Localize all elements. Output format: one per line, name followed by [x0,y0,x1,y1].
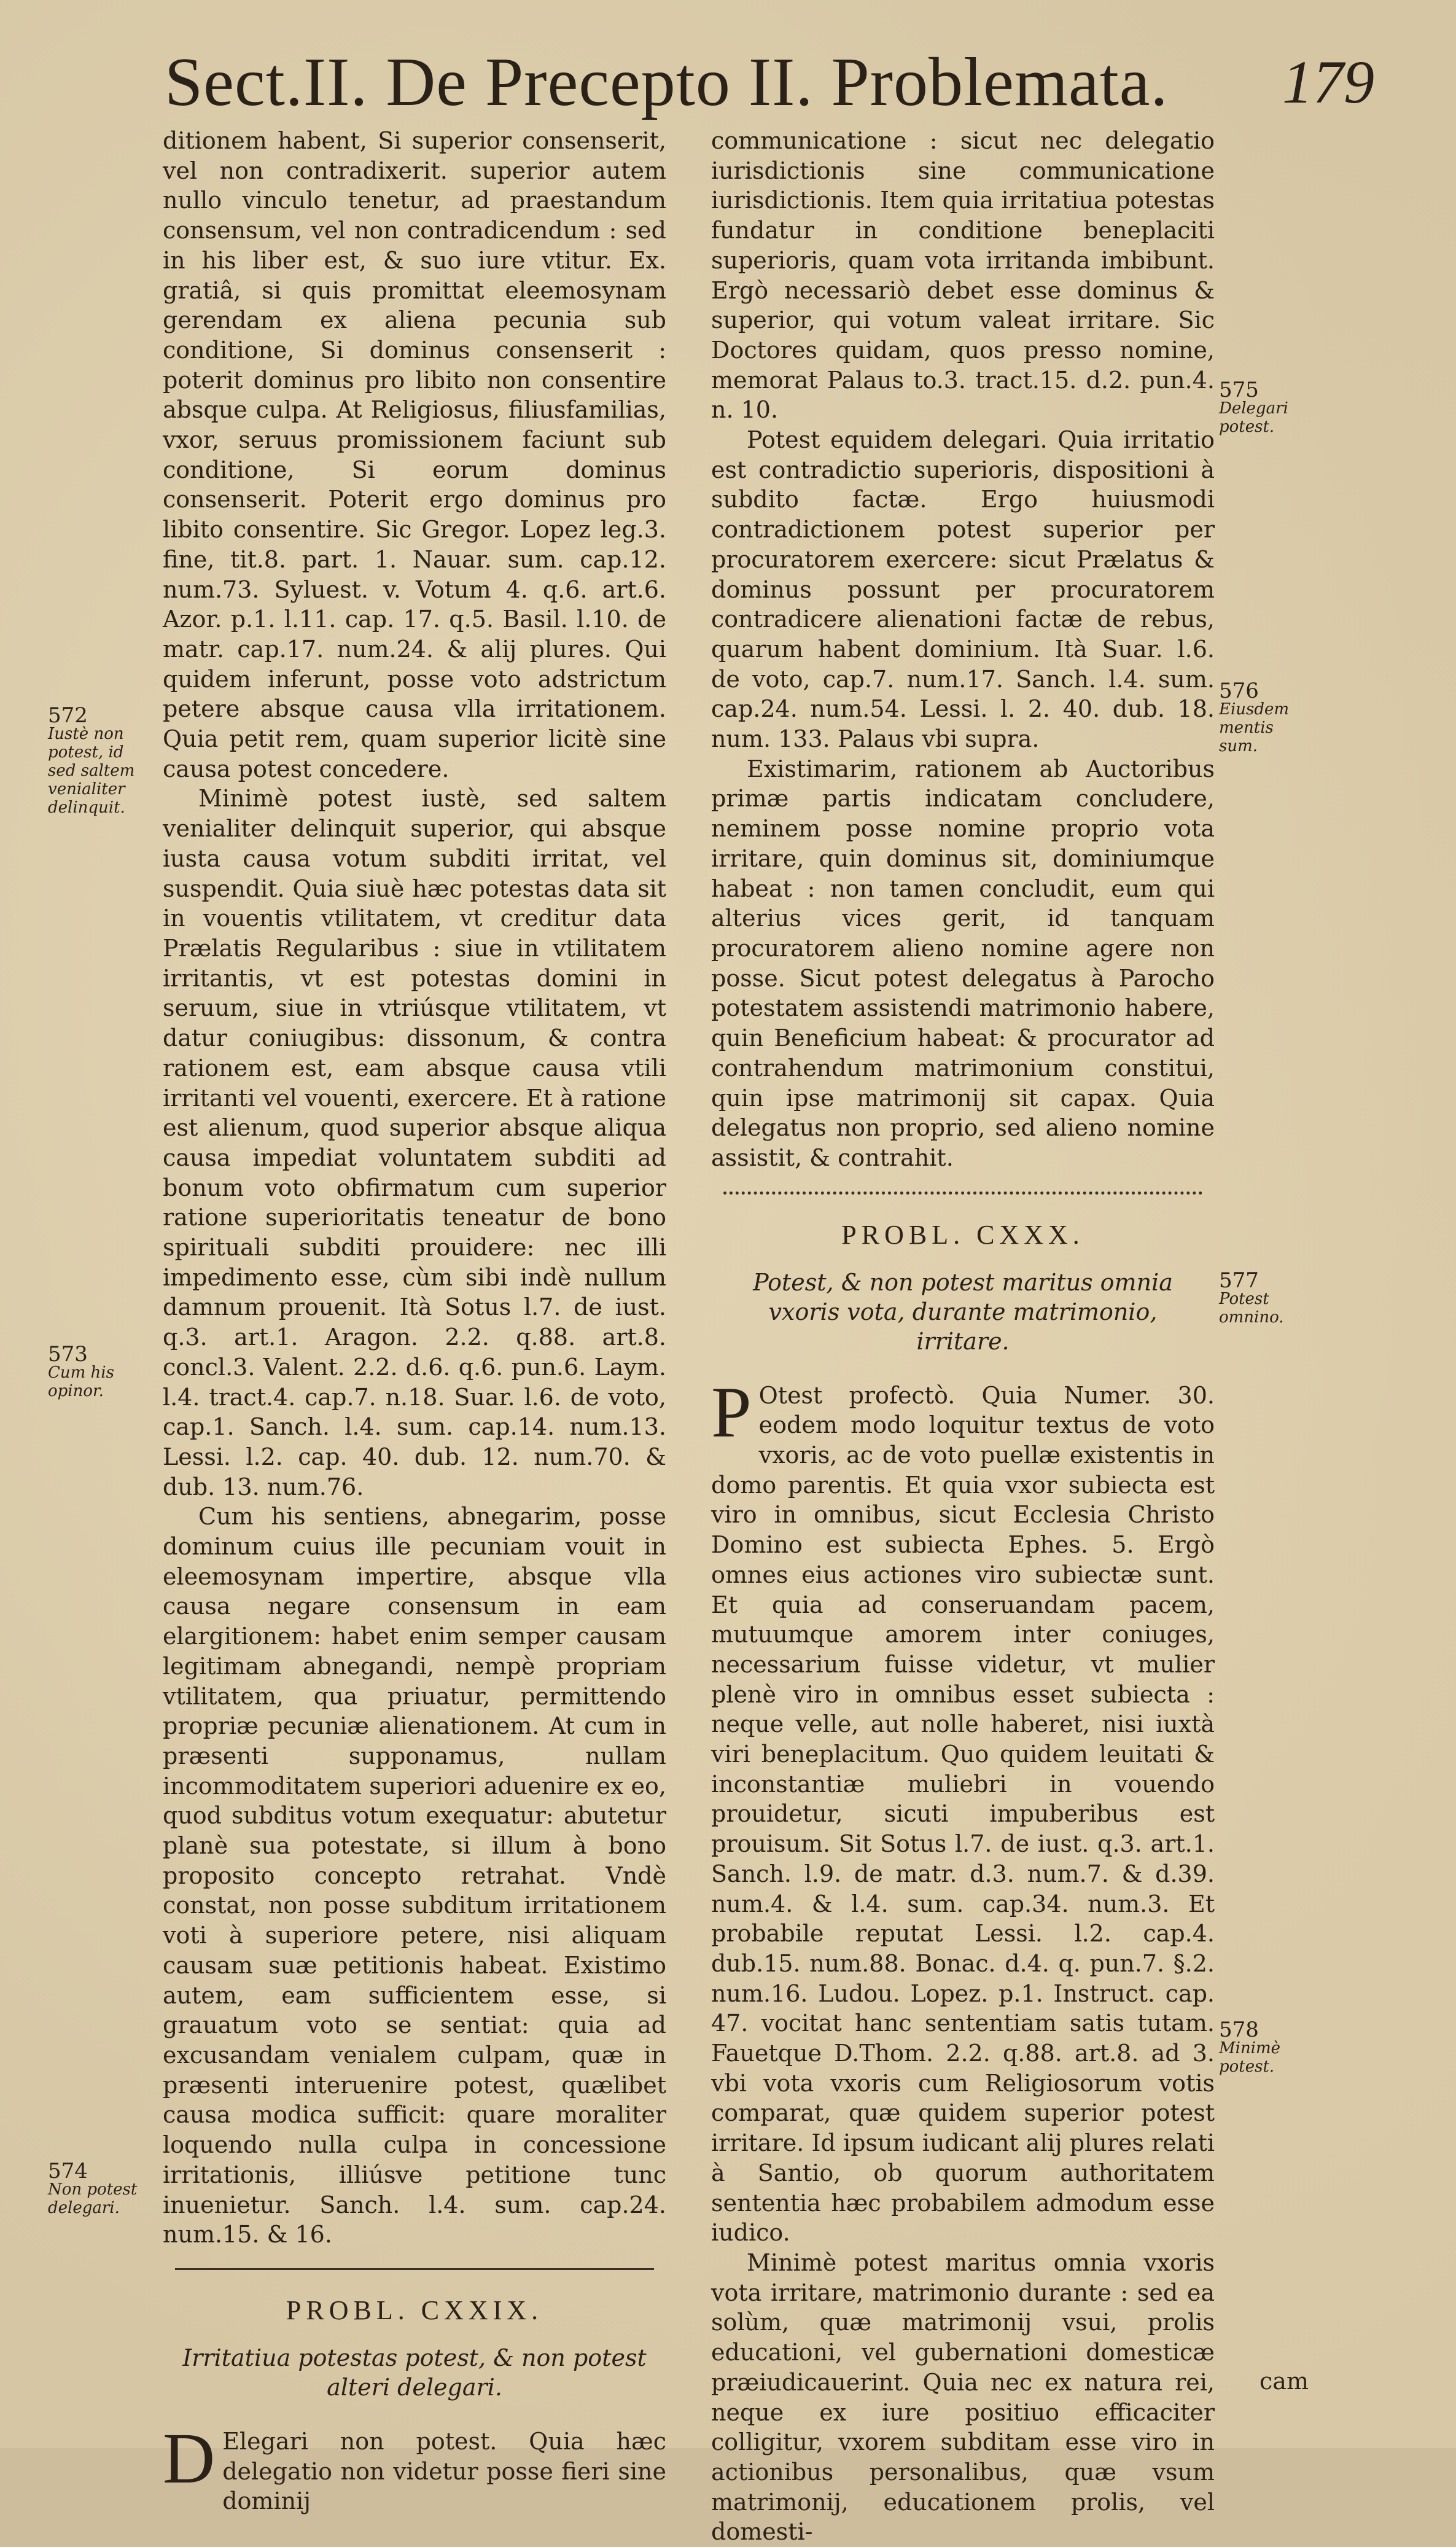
problem-summary: Irritatiua potestas potest, & non potest alteri delegari. [182,2344,647,2401]
margin-note [48,2159,140,2217]
section-rule [175,2268,654,2270]
margin-note-text: Potest omnino. [1219,1290,1284,1327]
paragraph: Cum his sentiens, abnegarim, posse dominum cuius ille pecuniam vouit in eleemosynam impertire, absque vlla causa negare consensum in eam elargitionem: habet enim semper causam legitimam abnegandi, nempè propriam vtilitatem, qua priuatur, permittendo propriæ pecuniæ alienationem. At cum in præsenti supponamus, nullam incommoditatem superiori aduenire ex eo, quod subditus votum exequatur: abutetur planè sua potestate, si illum à bono proposito concepto retrahat. Vndè constat, non posse subditum irritationem voti à superiore petere, nisi aliquam causam suæ petitionis habeat. Existimo autem, eam sufficientem esse, si grauatum voto se sentiat: quia ad excusandam venialem culpam, quæ in præsenti interuenire potest, quælibet causa modica sufficit: quare moraliter loquendo nulla culpa in concessione irritationis, illiúsve petitione tunc inuenietur. Sanch. l.4. sum. cap.24. num.15. & 16. [163,1503,666,2249]
page-number: 179 [1282,48,1374,116]
margin-note [1219,378,1311,436]
catchword: cam [1259,2368,1309,2395]
section-rule [723,1192,1202,1195]
margin-note [1219,1268,1311,1327]
margin-note-number: 574 [48,2159,88,2183]
margin-note [1219,679,1311,755]
paragraph-text: Otest profectò. Quia Numer. 30. eodem modo loquitur textus de voto vxoris, ac de voto puellæ existentis in domo parentis. Et quia vxor subiecta est viro in omnibus, sicut Ecclesia Christo Domino est subiecta Ephes. 5. Ergò omnes eius actiones viro subiectæ sunt. Et quia ad conseruandam pacem, mutuumque amorem inter coniuges, necessarium fuisse videtur, vt mulier plenè viro in omnibus esset subiecta : neque velle, aut nolle haberet, nisi iuxtà viri beneplacitum. Quo quidem leuitati & inconstantiæ muliebri in vouendo prouidetur, sicuti impuberibus est prouisum. Sit Sotus l.7. de iust. q.3. art.1. Sanch. l.9. de matr. d.3. num.7. & d.39. num.4. & l.4. sum. cap.34. num.3. Et probabile reputat Lessi. l.2. cap.4. dub.15. num.88. Bonac. d.4. q. pun.7. §.2. num.16. Ludou. Lopez. p.1. Instruct. cap. 47. vocitat hanc sententiam satis tutam. Fauetque D.Thom. 2.2. q.88. art.8. ad 3. vbi vota vxoris cum Religiosorum votis comparat, quæ quidem superior potest irritare. Id ipsum iudicant alij plures relati à Santio, ob quorum authoritatem sententia hæc probabilem admodum esse iudico. [711,1381,1215,2247]
paragraph-text: Elegari non potest. Quia hæc delegatio non videtur posse fieri sine dominij [222,2427,666,2515]
problem-title: PROBL. CXXIX. [286,2295,543,2325]
margin-note-text: Delegari potest. [1219,399,1288,436]
margin-note-text: Non potest delegari. [48,2180,138,2217]
paragraph: Potest equidem delegari. Quia irritatio est contradictio superioris, dispositioni à subdito factæ. Ergo huiusmodi contradictionem potest superior per procuratorem exercere: sicut Prælatus & dominus possunt per procuratorem contradicere alienationi factæ de rebus, quarum habent dominium. Ità Suar. l.6. de voto, cap.7. num.17. Sanch. l.4. sum. cap.24. num.54. Lessi. l. 2. 40. dub. 18. num. 133. Palaus vbi supra. [711,426,1215,753]
paragraph: Minimè potest maritus omnia vxoris vota irritare, matrimonio durante : sed ea solùm, quæ matrimonij vsui, prolis educationi, vel gubernationi domesticæ præiudicauerint. Quia nec ex natura rei, neque ex iure positiuo efficaciter colligitur, vxorem subditam esse viro in actionibus personalibus, quæ vsum matrimonij, educationem prolis, vel domesti- [711,2249,1215,2546]
left-column [163,126,666,2516]
margin-note-text: Iustè non potest, id sed saltem venialiter delinquit. [48,725,135,817]
problem-title: PROBL. CXXX. [841,1219,1084,1250]
right-column [711,126,1215,2547]
margin-note-number: 577 [1219,1268,1259,1293]
margin-note-number: 576 [1219,679,1259,703]
paragraph [711,1371,1215,2248]
paragraph: Existimarim, rationem ab Auctoribus primæ partis indicatam concludere, neminem posse nomine proprio vota irritare, quin dominus sit, dominiumque habeat : non tamen concludit, eum qui alterius vices gerit, id tanquam procuratorem alieno nomine agere non posse. Sicut potest delegatus à Parocho potestatem assistendi matrimonio habere, quin Beneficium habeat: & procurator ad contrahendum matrimonium constitui, quin ipse matrimonij sit capax. Quia delegatus non proprio, sed alieno nomine assistit, & contrahit. [711,755,1215,1171]
margin-note-number: 578 [1219,2018,1259,2042]
margin-note-number: 573 [48,1342,88,1367]
margin-note-text: Minimè potest. [1219,2039,1281,2076]
drop-cap: D [163,2417,216,2498]
page-header [165,43,1380,135]
margin-note-number: 572 [48,703,88,728]
paragraph: ditionem habent, Si superior consenserit, vel non contradixerit. superior autem nullo vinculo tenetur, ad praestandum consensum, vel non contradicendum : sed in his liber est, & suo iure vtitur. Ex. gratiâ, si quis promittat eleemosynam gerendam ex aliena pecunia sub conditione, Si dominus consenserit : poterit dominus pro libito non consentire absque culpa. At Religiosus, filiusfamilias, vxor, seruus promissionem faciunt sub conditione, Si eorum dominus consenserit. Poterit ergo dominus pro libito consentire. Sic Gregor. Lopez leg.3. fine, tit.8. part. 1. Nauar. sum. cap.12. num.73. Syluest. v. Votum 4. q.6. art.6. Azor. p.1. l.11. cap. 17. q.5. Basil. l.10. de matr. cap.17. num.24. & alij plures. Qui quidem inferunt, posse voto adstrictum petere absque causa vlla irritationem. Quia petit rem, quam superior licitè sine causa potest concedere. [163,127,666,782]
paragraph: communicatione : sicut nec delegatio iurisdictionis sine communicatione iurisdictionis. Item quia irritatiua potestas fundatur in conditione beneplaciti superioris, quam vota irritanda imbibunt. Ergò necessariò debet esse dominus & superior, qui votum valeat irritare. Sic Doctores quidam, quos presso nomine, memorat Palaus to.3. tract.15. d.2. pun.4. n. 10. [711,127,1215,424]
margin-note-text: Cum his opinor. [48,1363,114,1400]
problem-summary: Potest, & non potest maritus omnia vxoris vota, durante matrimonio, irritare. [753,1268,1173,1355]
drop-cap: P [711,1371,752,1453]
paragraph [163,2417,666,2516]
margin-note-text: Eiusdem mentis sum. [1219,700,1290,755]
running-head: Sect.II. De Precepto II. Problemata. [165,44,1169,120]
margin-note [48,1342,140,1400]
margin-note-number: 575 [1219,378,1259,402]
margin-note [48,703,140,817]
margin-note [1219,2018,1311,2076]
paragraph: Minimè potest iustè, sed saltem venialiter delinquit superior, qui absque iusta causa votum subditi irritat, vel suspendit. Quia siuè hæc potestas data sit in vouentis vtilitatem, vt creditur data Prælatis Regularibus : siue in vtilitatem irritantis, vt est potestas domini in seruum, siue in vtriúsque vtilitatem, vt datur coniugibus: dissonum, & contra rationem est, eam absque causa vtili irritanti vel vouenti, exercere. Et à ratione est alienum, quod superior absque aliqua causa impediat voluntatem subditi ad bonum voto obfirmatum cum superior ratione superioritatis teneatur de bono spirituali subditi prouidere: nec illi impedimento esse, cùm sibi indè nullum damnum prouenit. Ità Sotus l.7. de iust. q.3. art.1. Aragon. 2.2. q.88. art.8. concl.3. Valent. 2.2. d.6. q.6. pun.6. Laym. l.4. tract.4. cap.7. n.18. Suar. l.6. de voto, cap.1. Sanch. l.4. sum. cap.14. num.13. Lessi. l.2. cap. 40. dub. 12. num.70. & dub. 13. num.76. [163,785,666,1500]
